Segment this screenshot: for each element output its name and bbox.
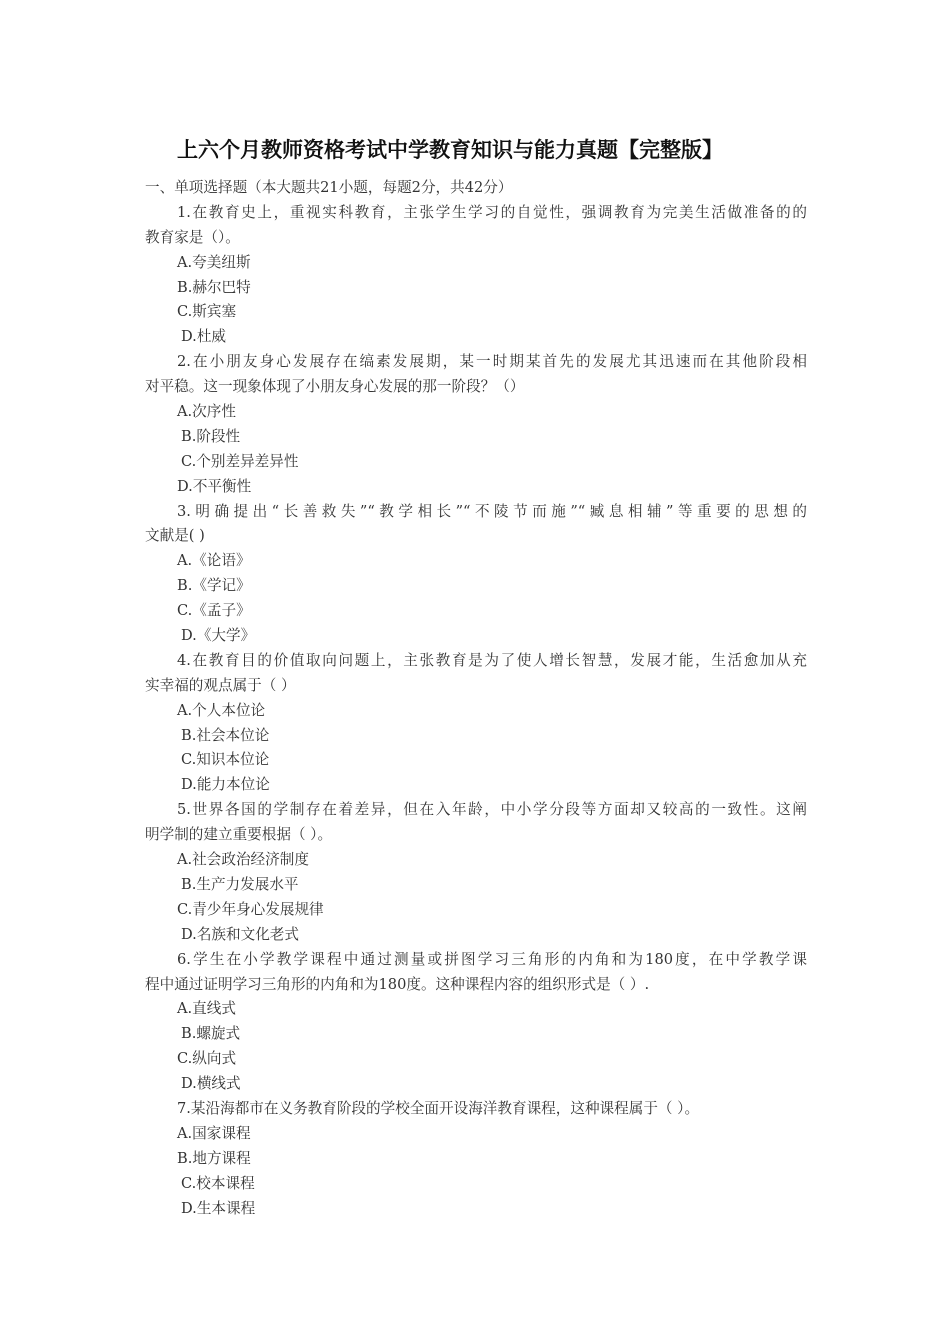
question-1 [145, 201, 807, 350]
option-b: B.螺旋式 [181, 1025, 241, 1043]
option-d: D.名族和文化老式 [181, 925, 299, 943]
option-a: A.《论语》 [177, 552, 251, 570]
option-d: D.杜威 [181, 328, 227, 346]
question-text: 6.学生在小学教学课程中通过测量或拼图学习三角形的内角和为180度，在中学教学课 [177, 950, 807, 968]
option-a: A.国家课程 [177, 1124, 251, 1142]
option-b: B.地方课程 [177, 1149, 251, 1167]
option-c: C.斯宾塞 [177, 303, 237, 321]
section-heading: 一、单项选择题（本大题共21小题，每题2分，共42分） [145, 179, 513, 196]
option-d: D.能力本位论 [181, 776, 270, 794]
question-7 [145, 1097, 807, 1221]
option-b: B.《学记》 [177, 577, 251, 595]
question-text: 实幸福的观点属于（ ） [145, 676, 296, 694]
option-a: A.个人本位论 [177, 701, 266, 719]
option-d: D.《大学》 [181, 627, 256, 645]
option-b: B.社会本位论 [181, 726, 270, 744]
question-3 [145, 500, 807, 649]
option-d: D.不平衡性 [177, 477, 252, 495]
question-text: 教育家是（）。 [145, 228, 240, 246]
question-text: 明学制的建立重要根据（ ）。 [145, 826, 333, 844]
question-text: 程中通过证明学习三角形的内角和为180度。这种课程内容的组织形式是（ ）. [145, 975, 650, 993]
option-b: B.阶段性 [181, 427, 241, 445]
question-6 [145, 948, 807, 1097]
document-body [145, 176, 807, 1221]
option-d: D.横线式 [181, 1075, 241, 1093]
question-text: 1.在教育史上，重视实科教育，主张学生学习的自觉性，强调教育为完美生活做准备的的 [177, 203, 807, 221]
document-title: 上六个月教师资格考试中学教育知识与能力真题【完整版】 [177, 138, 723, 162]
option-d: D.生本课程 [181, 1199, 256, 1217]
question-text: 2.在小朋友身心发展存在缟素发展期，某一时期某首先的发展尤其迅速而在其他阶段相 [177, 353, 807, 371]
option-c: C.校本课程 [181, 1174, 255, 1192]
option-c: C.青少年身心发展规律 [177, 900, 324, 918]
option-c: C.知识本位论 [181, 751, 270, 769]
question-5 [145, 798, 807, 947]
question-text: 5.世界各国的学制存在着差异，但在入年龄，中小学分段等方面却又较高的一致性。这阐 [177, 801, 807, 819]
option-c: C.《孟子》 [177, 602, 251, 620]
question-text: 对平稳。这一现象体现了小朋友身心发展的那一阶段？（） [145, 378, 525, 396]
option-c: C.个别差异差异性 [181, 452, 299, 470]
option-a: A.社会政治经济制度 [177, 851, 309, 869]
question-2 [145, 350, 807, 499]
question-text: 文献是( ) [145, 527, 205, 545]
question-text: 3.明确提出“长善救失”“教学相长”“不陵节而施”“臧息相辅”等重要的思想的 [177, 502, 807, 520]
option-a: A.夸美纽斯 [177, 253, 251, 271]
option-b: B.生产力发展水平 [181, 875, 299, 893]
option-a: A.直线式 [177, 1000, 236, 1018]
question-text: 4.在教育目的价值取向问题上，主张教育是为了使人增长智慧，发展才能，生活愈加从充 [177, 651, 807, 669]
question-4 [145, 649, 807, 798]
option-b: B.赫尔巴特 [177, 278, 251, 296]
option-c: C.纵向式 [177, 1050, 237, 1068]
option-a: A.次序性 [177, 403, 236, 421]
question-text: 7.某沿海都市在义务教育阶段的学校全面开设海洋教育课程，这种课程属于（ ）。 [177, 1099, 700, 1117]
